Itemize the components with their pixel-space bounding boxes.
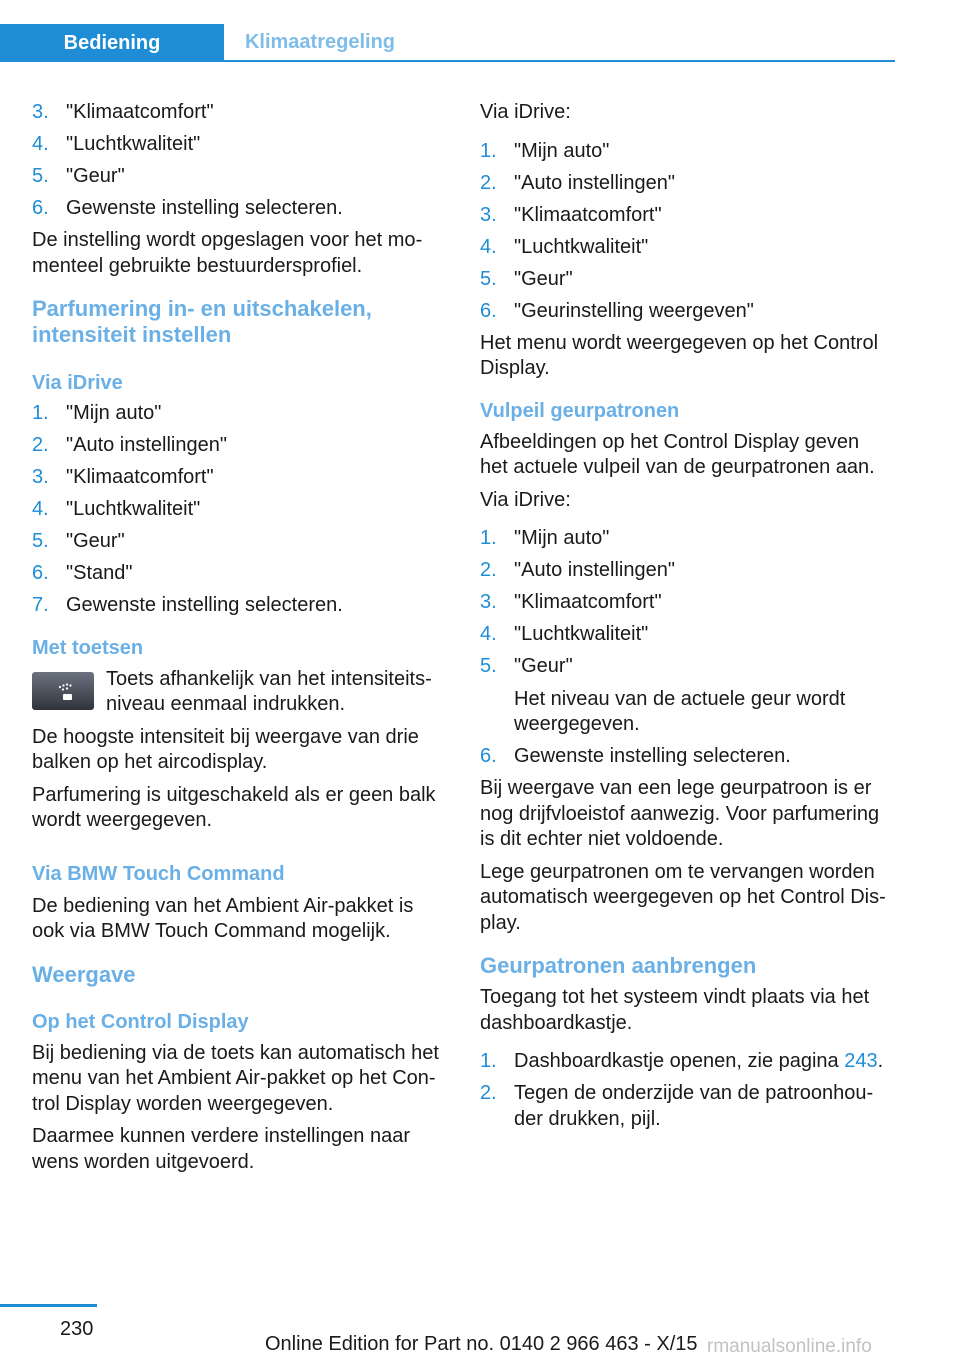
paragraph-replace: Lege geurpatronen om te vervangen worden automatisch weergegeven op het Control Display.	[480, 860, 886, 934]
watermark: rmanualsonline.info	[707, 1336, 872, 1357]
list-item: 1. Dashboardkastje openen, zie pagina 243.	[480, 1050, 884, 1072]
list-item: 3. "Klimaatcomfort"	[480, 591, 662, 613]
subheading-vulpeil: Vulpeil geurpatronen	[480, 399, 680, 422]
page-link-243[interactable]: 243	[844, 1050, 878, 1072]
list-item: 4. "Luchtkwaliteit"	[32, 133, 201, 155]
heading-parfumering: Parfumering in- en uitschakelen, intensiteit instellen	[32, 296, 372, 347]
list-item: 1. "Mijn auto"	[480, 527, 610, 549]
list-item: 5. "Geur"	[32, 530, 125, 552]
button-instruction-text: Toets afhankelijk van het intensiteitsniveau eenmaal indrukken.	[106, 667, 432, 715]
list-item: 2. "Auto instellingen"	[32, 434, 227, 456]
list-item: 4. "Luchtkwaliteit"	[480, 235, 649, 258]
steps-list-stand	[32, 401, 444, 619]
paragraph-highest: De hoogste intensiteit bij weergave van drie balken op het aircodisplay.	[32, 725, 419, 773]
scent-button-icon	[32, 672, 94, 710]
paragraph-vulpeil: Afbeeldingen op het Control Display geven het actuele vulpeil van de geurpatronen aan.	[480, 430, 875, 478]
right-column	[480, 100, 892, 1139]
tab-klimaatregeling[interactable]: Klimaatregeling	[244, 30, 396, 53]
list-item: 4. "Luchtkwaliteit"	[32, 498, 201, 520]
heading-aanbrengen: Geurpatronen aanbrengen	[480, 953, 757, 978]
list-item-note: Het niveau van de actuele geur wordt weergegeven.	[514, 687, 846, 735]
list-item: 5. "Geur" Het niveau van de actuele geur wordt weergegeven.	[480, 654, 892, 738]
steps-list-geurinstelling	[480, 139, 892, 325]
list-item: 6. "Geurinstelling weergeven"	[480, 299, 754, 322]
page-number: 230	[60, 1318, 94, 1340]
paragraph-saved: De instelling wordt opgeslagen voor het momenteel gebruikte bestuurdersprofiel.	[32, 229, 423, 277]
subheading-touch-command: Via BMW Touch Command	[32, 862, 285, 885]
steps-list-geur	[32, 100, 444, 222]
list-item: 7. Gewenste instelling selecteren.	[32, 594, 343, 616]
subheading-met-toetsen: Met toetsen	[32, 636, 144, 659]
list-item: 2. Tegen de onderzijde van de patroonhouder drukken, pijl.	[480, 1082, 874, 1130]
list-item: 4. "Luchtkwaliteit"	[480, 623, 649, 645]
list-item: 5. "Geur"	[480, 267, 573, 290]
edition-line: Online Edition for Part no. 0140 2 966 463 - X/15	[265, 1333, 698, 1355]
footer-rule	[0, 1304, 97, 1307]
list-item: 5. "Geur"	[32, 165, 125, 187]
left-column	[32, 100, 444, 1182]
header-rule	[0, 60, 895, 62]
paragraph-control: Bij bediening via de toets kan automatisch het menu van het Ambient Air-pakket op het Control Display worden weergegeven.	[32, 1041, 439, 1115]
paragraph-off: Parfumering is uitgeschakeld als er geen balk wordt weergegeven.	[32, 783, 436, 831]
paragraph-empty: Bij weergave van een lege geurpatroon is er nog drijfvloeistof aanwezig. Voor parfumering is dit echter niet voldoende.	[480, 777, 880, 850]
tab-bediening[interactable]: Bediening	[0, 24, 224, 62]
steps-list-aanbrengen	[480, 1049, 892, 1132]
button-instruction	[32, 667, 444, 718]
list-item: 6. "Stand"	[32, 562, 133, 584]
list-item: 3. "Klimaatcomfort"	[32, 101, 214, 123]
list-item: 1. "Mijn auto"	[32, 402, 162, 424]
label-via-idrive-2: Via iDrive:	[480, 488, 571, 511]
subheading-via-idrive: Via iDrive	[32, 372, 123, 394]
paragraph-toegang: Toegang tot het systeem vindt plaats via het dashboardkastje.	[480, 986, 870, 1034]
steps-list-vulpeil	[480, 526, 892, 770]
list-item: 3. "Klimaatcomfort"	[32, 466, 214, 488]
subheading-control-display: Op het Control Display	[32, 1010, 249, 1033]
paragraph-further: Daarmee kunnen verdere instellingen naar wens worden uitgevoerd.	[32, 1125, 411, 1173]
list-item: 1. "Mijn auto"	[480, 139, 610, 162]
list-item: 3. "Klimaatcomfort"	[480, 203, 662, 226]
chapter-header	[0, 24, 895, 62]
list-item: 2. "Auto instellingen"	[480, 171, 675, 194]
label-via-idrive: Via iDrive:	[480, 101, 571, 123]
paragraph-touch: De bediening van het Ambient Air-pakket is ook via BMW Touch Command mogelijk.	[32, 894, 414, 942]
heading-weergave: Weergave	[32, 961, 136, 987]
list-item: 6. Gewenste instelling selecteren.	[480, 745, 791, 767]
paragraph-menu: Het menu wordt weergegeven op het Control Display.	[480, 331, 879, 379]
list-item: 6. Gewenste instelling selecteren.	[32, 197, 343, 219]
list-item: 2. "Auto instellingen"	[480, 559, 675, 581]
